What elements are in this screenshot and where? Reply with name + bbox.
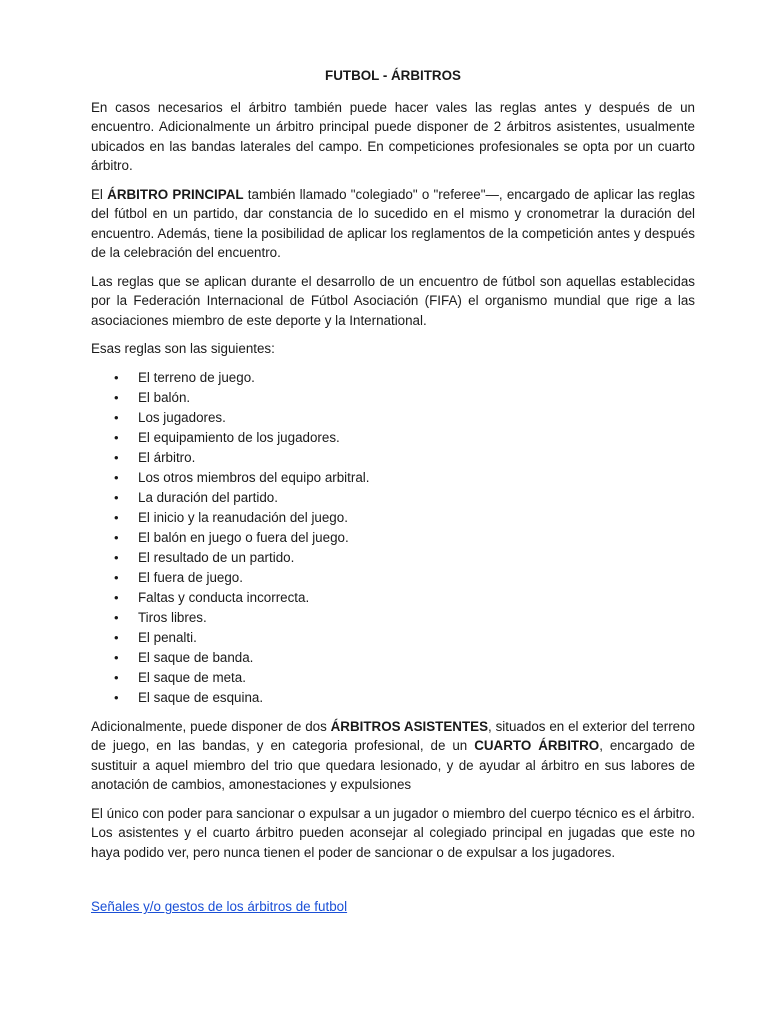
- list-item: [114, 368, 695, 388]
- paragraph-main-referee: [91, 185, 695, 263]
- list-item-text: El penalti.: [138, 629, 197, 645]
- list-item: [114, 688, 695, 708]
- list-item: [114, 408, 695, 428]
- list-item: [114, 668, 695, 688]
- list-item: [114, 548, 695, 568]
- paragraph-intro: En casos necesarios el árbitro también puede hacer vales las reglas antes y después de un encuentro. Adicionalmente un árbitro principal puede disponer de 2 árbitros asistentes, usualmente ubicados en las bandas laterales del campo. En competiciones profesionales se opta por un cuarto árbitro.: [91, 99, 695, 173]
- bullet-icon: •: [114, 389, 119, 405]
- list-item: [114, 588, 695, 608]
- bold-term-assistants: ÁRBITROS ASISTENTES: [330, 718, 489, 734]
- list-item: [114, 528, 695, 548]
- list-item-text: Los jugadores.: [138, 409, 226, 425]
- list-item: [114, 628, 695, 648]
- bullet-icon: •: [114, 689, 119, 705]
- list-item-text: El árbitro.: [138, 449, 196, 465]
- list-item-text: El saque de meta.: [138, 669, 246, 685]
- paragraph-text: , situados en el exterior del terreno de juego, en las bandas, y en categoria profesional, de un: [91, 718, 696, 753]
- paragraph-text: , encargado de sustituir a aquel miembro del trio que quedara lesionado, y de ayudar al árbitro en sus labores de anotación de cambios, amonestaciones y expulsiones: [91, 738, 695, 792]
- document-page: [91, 66, 695, 917]
- list-item: [114, 648, 695, 668]
- bullet-icon: •: [114, 589, 119, 605]
- bold-term-fourth-referee: CUARTO ÁRBITRO: [474, 738, 600, 753]
- bullet-icon: •: [114, 449, 119, 465]
- bullet-icon: •: [114, 629, 119, 645]
- link-block: [91, 897, 695, 917]
- paragraph-text: también llamado "colegiado" o "referee"—, encargado de aplicar las reglas del fútbol en un partido, dar constancia de lo sucedido en el mismo y cronometrar la duración del encuentro. Además, tiene la posibilidad de aplicar los reglamentos de la competición antes y después de la celebración del encuentro.: [91, 186, 695, 260]
- bold-term-main-referee: ÁRBITRO PRINCIPAL: [107, 186, 244, 202]
- bullet-icon: •: [114, 469, 119, 485]
- list-item-text: Los otros miembros del equipo arbitral.: [138, 469, 370, 485]
- list-item-text: El equipamiento de los jugadores.: [138, 429, 340, 445]
- paragraph-fifa: Las reglas que se aplican durante el desarrollo de un encuentro de fútbol son aquellas establecidas por la Federación Internacional de Fútbol Asociación (FIFA) el organismo mundial que rige a las asociaciones miembro de este deporte y la International.: [91, 273, 695, 328]
- bullet-icon: •: [114, 569, 119, 585]
- bullet-icon: •: [114, 549, 119, 565]
- list-item-text: El terreno de juego.: [138, 369, 255, 385]
- bullet-icon: •: [114, 369, 119, 385]
- bullet-icon: •: [114, 649, 119, 665]
- list-item-text: El resultado de un partido.: [138, 549, 295, 565]
- list-item: [114, 608, 695, 628]
- list-item-text: El balón en juego o fuera del juego.: [138, 529, 349, 545]
- list-item: [114, 508, 695, 528]
- bullet-icon: •: [114, 609, 119, 625]
- list-item-text: El fuera de juego.: [138, 569, 243, 585]
- list-item: [114, 448, 695, 468]
- list-item-text: El saque de banda.: [138, 649, 254, 665]
- paragraph-assistants: [91, 717, 695, 795]
- list-item: [114, 428, 695, 448]
- page-title: FUTBOL - ÁRBITROS: [325, 68, 461, 83]
- bullet-icon: •: [114, 669, 119, 685]
- bullet-icon: •: [114, 489, 119, 505]
- list-item-text: Tiros libres.: [138, 609, 207, 625]
- list-item-text: El inicio y la reanudación del juego.: [138, 509, 348, 525]
- paragraph-text: Adicionalmente, puede disponer de dos: [91, 718, 331, 734]
- paragraph-rules-heading: Esas reglas son las siguientes:: [91, 341, 275, 356]
- rules-list: [91, 368, 695, 708]
- list-item-text: La duración del partido.: [138, 489, 278, 505]
- referee-signals-link[interactable]: Señales y/o gestos de los árbitros de futbol: [91, 899, 348, 914]
- paragraph-authority: El único con poder para sancionar o expulsar a un jugador o miembro del cuerpo técnico es el árbitro. Los asistentes y el cuarto árbitro pueden aconsejar al colegiado principal en jugadas que este no haya podido ver, pero nunca tienen el poder de sancionar o de expulsar a los jugadores.: [91, 805, 695, 860]
- list-item: [114, 468, 695, 488]
- list-item: [114, 488, 695, 508]
- list-item-text: Faltas y conducta incorrecta.: [138, 589, 310, 605]
- list-item-text: El balón.: [138, 389, 191, 405]
- bullet-icon: •: [114, 409, 119, 425]
- bullet-icon: •: [114, 429, 119, 445]
- paragraph-text: El: [91, 186, 108, 202]
- list-item: [114, 388, 695, 408]
- list-item: [114, 568, 695, 588]
- bullet-icon: •: [114, 509, 119, 525]
- list-item-text: El saque de esquina.: [138, 689, 264, 705]
- bullet-icon: •: [114, 529, 119, 545]
